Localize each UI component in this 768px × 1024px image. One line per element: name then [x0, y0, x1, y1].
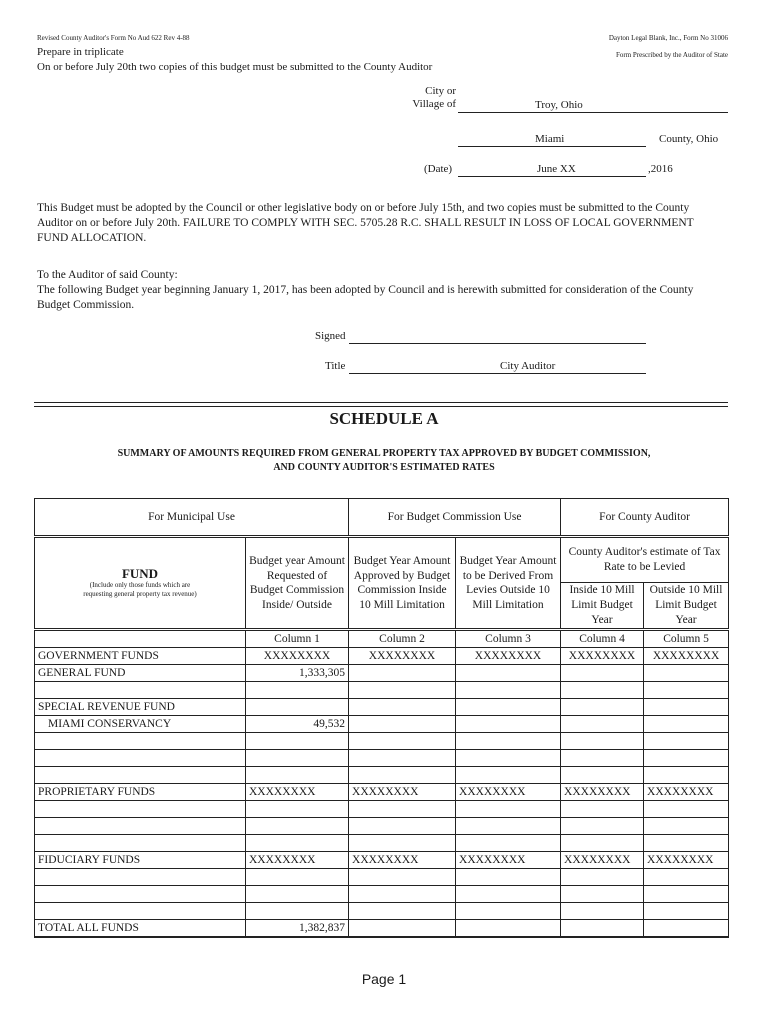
placeholder-cell: XXXXXXXX [644, 648, 729, 665]
table-row-special-revenue [35, 699, 729, 716]
schedule-title: SCHEDULE A [329, 409, 439, 428]
placeholder-cell: XXXXXXXX [644, 852, 729, 869]
separator-rule-bottom [34, 406, 728, 407]
column-label-fund [35, 630, 246, 648]
schedule-a-table [34, 498, 729, 938]
table-row [35, 801, 729, 818]
form-reference: Revised County Auditor's Form No Aud 622 Rev 4-88 [37, 34, 190, 42]
row-label-fiduciary-funds: FIDUCIARY FUNDS [35, 852, 246, 869]
prescribed-note: Form Prescribed by the Auditor of State [616, 51, 728, 59]
separator-rule-top [34, 402, 728, 403]
placeholder-cell: XXXXXXXX [349, 648, 456, 665]
publisher-note: Dayton Legal Blank, Inc., Form No 31006 [608, 34, 728, 42]
column-2-header: Budget Year Amount Approved by Budget Commission Inside 10 Mill Limitation [349, 537, 456, 630]
county-line [458, 146, 646, 147]
address-to: To the Auditor of said County: [37, 269, 178, 281]
table-row [35, 682, 729, 699]
total-amount: 1,382,837 [246, 920, 349, 938]
county-suffix: County, Ohio [659, 133, 719, 145]
group-commission-use: For Budget Commission Use [349, 499, 561, 537]
row-label-general-fund: GENERAL FUND [35, 665, 246, 682]
column-label-2: Column 2 [349, 630, 456, 648]
submit-note: On or before July 20th two copies of this budget must be submitted to the County Auditor [37, 61, 433, 73]
table-row [35, 818, 729, 835]
placeholder-cell: XXXXXXXX [456, 784, 561, 801]
table-row [35, 750, 729, 767]
address-body: The following Budget year beginning January 1, 2017, has been adopted by Council and is herewith submitted for consideration of the County Budget Commission. [37, 284, 694, 311]
table-row [35, 886, 729, 903]
group-municipal-use: For Municipal Use [35, 499, 349, 537]
column-4-header: Inside 10 Mill Limit Budget Year [561, 583, 644, 630]
column-1-header: Budget year Amount Requested of Budget Commission Inside/ Outside [246, 537, 349, 630]
prepare-note: Prepare in triplicate [37, 46, 124, 58]
title-line [349, 373, 646, 374]
table-row-fiduciary-funds [35, 852, 729, 869]
table-row-total [35, 920, 729, 938]
table-row [35, 835, 729, 852]
title-label: Title [325, 360, 346, 372]
schedule-subtitle-1: SUMMARY OF AMOUNTS REQUIRED FROM GENERAL PROPERTY TAX APPROVED BY BUDGET COMMISSION, [117, 448, 651, 459]
table-row [35, 903, 729, 920]
table-row-miami-conservancy [35, 716, 729, 733]
placeholder-cell: XXXXXXXX [644, 784, 729, 801]
fund-header [35, 537, 246, 630]
column-label-1: Column 1 [246, 630, 349, 648]
title-value: City Auditor [500, 360, 556, 372]
city-label-1: City or [425, 85, 456, 97]
miami-conservancy-amount: 49,532 [246, 716, 349, 733]
row-label-miami-conservancy: MIAMI CONSERVANCY [35, 716, 246, 733]
placeholder-cell: XXXXXXXX [456, 852, 561, 869]
table-row [35, 869, 729, 886]
table-row-general-fund [35, 665, 729, 682]
city-line [458, 112, 728, 113]
table-row-proprietary-funds [35, 784, 729, 801]
table-row [35, 767, 729, 784]
city-value: Troy, Ohio [535, 99, 583, 111]
signed-label: Signed [315, 330, 346, 342]
column-label-3: Column 3 [456, 630, 561, 648]
placeholder-cell: XXXXXXXX [561, 852, 644, 869]
column-label-5: Column 5 [644, 630, 729, 648]
year-value: ,2016 [648, 163, 673, 175]
schedule-subtitle-2: AND COUNTY AUDITOR'S ESTIMATED RATES [273, 462, 495, 473]
date-line [458, 176, 646, 177]
placeholder-cell: XXXXXXXX [561, 648, 644, 665]
column-5-header: Outside 10 Mill Limit Budget Year [644, 583, 729, 630]
auditor-estimate-header: County Auditor's estimate of Tax Rate to be Levied [561, 537, 729, 583]
group-auditor-use: For County Auditor [561, 499, 729, 537]
row-label-proprietary-funds: PROPRIETARY FUNDS [35, 784, 246, 801]
fund-note-1: (Include only those funds which are [89, 581, 191, 589]
budget-notice: This Budget must be adopted by the Council or other legislative body on or before July 15th, and two copies must be submitted to the County Auditor on or before July 20th. FAILURE TO COMPLY WITH SEC. 5705.28 R.C. SHALL RESULT IN LOSS OF LOCAL GOVERNMENT FUND ALLOCATION. [37, 202, 694, 244]
county-value: Miami [535, 133, 565, 145]
row-label-government-funds: GOVERNMENT FUNDS [35, 648, 246, 665]
placeholder-cell: XXXXXXXX [246, 648, 349, 665]
page-number: Page 1 [361, 971, 407, 987]
column-3-header: Budget Year Amount to be Derived From Levies Outside 10 Mill Limitation [456, 537, 561, 630]
table-row-government-funds [35, 648, 729, 665]
placeholder-cell: XXXXXXXX [456, 648, 561, 665]
placeholder-cell: XXXXXXXX [349, 784, 456, 801]
fund-note-2: requesting general property tax revenue) [83, 590, 197, 598]
row-label-special-revenue: SPECIAL REVENUE FUND [35, 699, 246, 716]
fund-label: FUND [121, 566, 159, 581]
city-label-2: Village of [412, 98, 456, 110]
placeholder-cell: XXXXXXXX [246, 852, 349, 869]
column-label-4: Column 4 [561, 630, 644, 648]
placeholder-cell: XXXXXXXX [349, 852, 456, 869]
placeholder-cell: XXXXXXXX [561, 784, 644, 801]
row-label-total: TOTAL ALL FUNDS [35, 920, 246, 938]
placeholder-cell: XXXXXXXX [246, 784, 349, 801]
table-row [35, 733, 729, 750]
signed-line [349, 343, 646, 344]
date-value: June XX [537, 163, 576, 175]
general-fund-amount: 1,333,305 [246, 665, 349, 682]
date-label: (Date) [424, 163, 453, 175]
